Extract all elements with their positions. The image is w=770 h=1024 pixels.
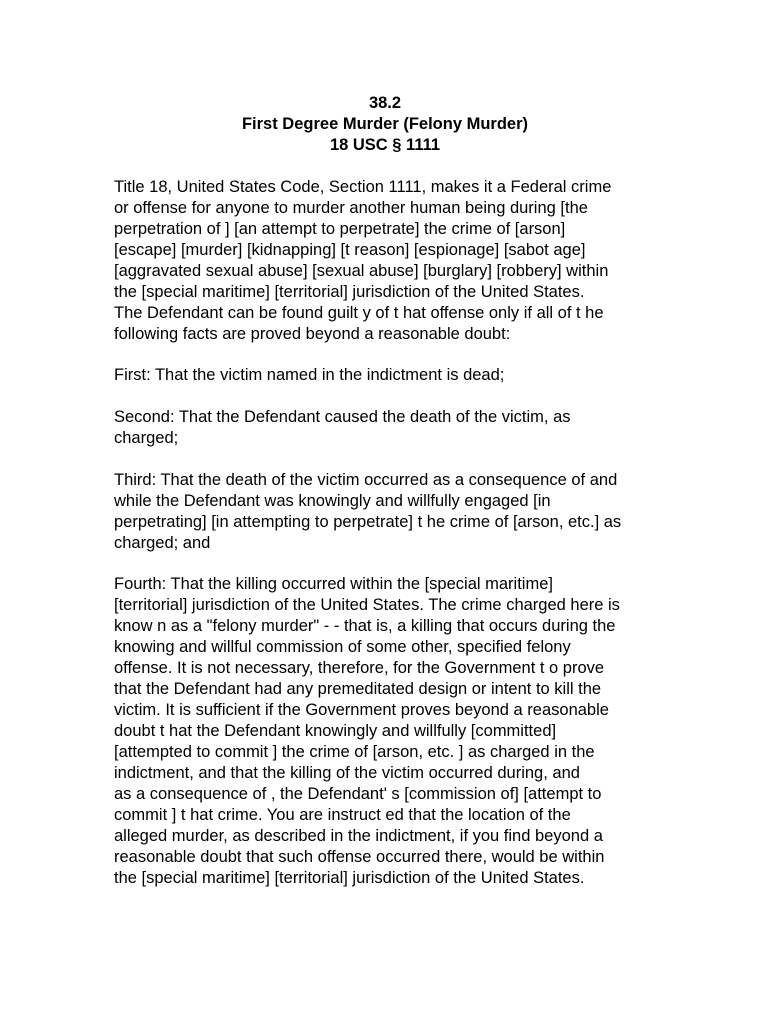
statute-citation: 18 USC § 1111 xyxy=(329,136,441,154)
third-element-line: perpetrating] [in attempting to perpetrate] t he crime of [arson, etc.] as xyxy=(114,513,622,531)
intro-line: [escape] [murder] [kidnapping] [t reason] [espionage] [sabot age] xyxy=(114,241,586,259)
fourth-element-line: indictment, and that the killing of the victim occurred during, and xyxy=(114,764,580,782)
intro-line: the [special maritime] [territorial] jurisdiction of the United States. xyxy=(114,283,585,301)
fourth-element-line: the [special maritime] [territorial] jurisdiction of the United States. xyxy=(114,869,585,887)
intro-line: perpetration of ] [an attempt to perpetrate] the crime of [arson] xyxy=(114,220,566,238)
fourth-element-line: alleged murder, as described in the indictment, if you find beyond a xyxy=(114,827,603,845)
second-element-line: charged; xyxy=(114,429,179,447)
third-element-line: charged; and xyxy=(114,534,211,552)
instruction-title: First Degree Murder (Felony Murder) xyxy=(241,115,529,133)
third-element-line: while the Defendant was knowingly and willfully engaged [in xyxy=(114,492,551,510)
first-element-line: First: That the victim named in the indictment is dead; xyxy=(114,366,505,384)
second-element-line: Second: That the Defendant caused the death of the victim, as xyxy=(114,408,571,426)
intro-line: The Defendant can be found guilt y of t hat offense only if all of t he xyxy=(114,304,604,322)
fourth-element-line: knowing and willful commission of some other, specified felony xyxy=(114,638,571,656)
fourth-element-line: know n as a "felony murder" - - that is, a killing that occurs during the xyxy=(114,617,616,635)
intro-line: following facts are proved beyond a reasonable doubt: xyxy=(114,325,511,343)
intro-line: Title 18, United States Code, Section 1111, makes it a Federal crime xyxy=(114,178,612,196)
intro-line: [aggravated sexual abuse] [sexual abuse] [burglary] [robbery] within xyxy=(114,262,609,280)
intro-line: or offense for anyone to murder another human being during [the xyxy=(114,199,588,217)
fourth-element-line: reasonable doubt that such offense occurred there, would be within xyxy=(114,848,605,866)
instruction-number: 38.2 xyxy=(368,94,402,112)
third-element-line: Third: That the death of the victim occurred as a consequence of and xyxy=(114,471,618,489)
fourth-element-line: offense. It is not necessary, therefore, for the Government t o prove xyxy=(114,659,605,677)
fourth-element-line: commit ] t hat crime. You are instruct ed that the location of the xyxy=(114,806,571,824)
fourth-element-line: victim. It is sufficient if the Government proves beyond a reasonable xyxy=(114,701,609,719)
fourth-element-line: Fourth: That the killing occurred within the [special maritime] xyxy=(114,575,553,593)
document-heading xyxy=(0,93,770,156)
fourth-element-line: doubt t hat the Defendant knowingly and willfully [committed] xyxy=(114,722,557,740)
fourth-element-line: that the Defendant had any premeditated design or intent to kill the xyxy=(114,680,602,698)
fourth-element-line: [territorial] jurisdiction of the United States. The crime charged here is xyxy=(114,596,620,614)
fourth-element-line: as a consequence of , the Defendant' s [commission of] [attempt to xyxy=(114,785,602,803)
fourth-element-line: [attempted to commit ] the crime of [arson, etc. ] as charged in the xyxy=(114,743,595,761)
